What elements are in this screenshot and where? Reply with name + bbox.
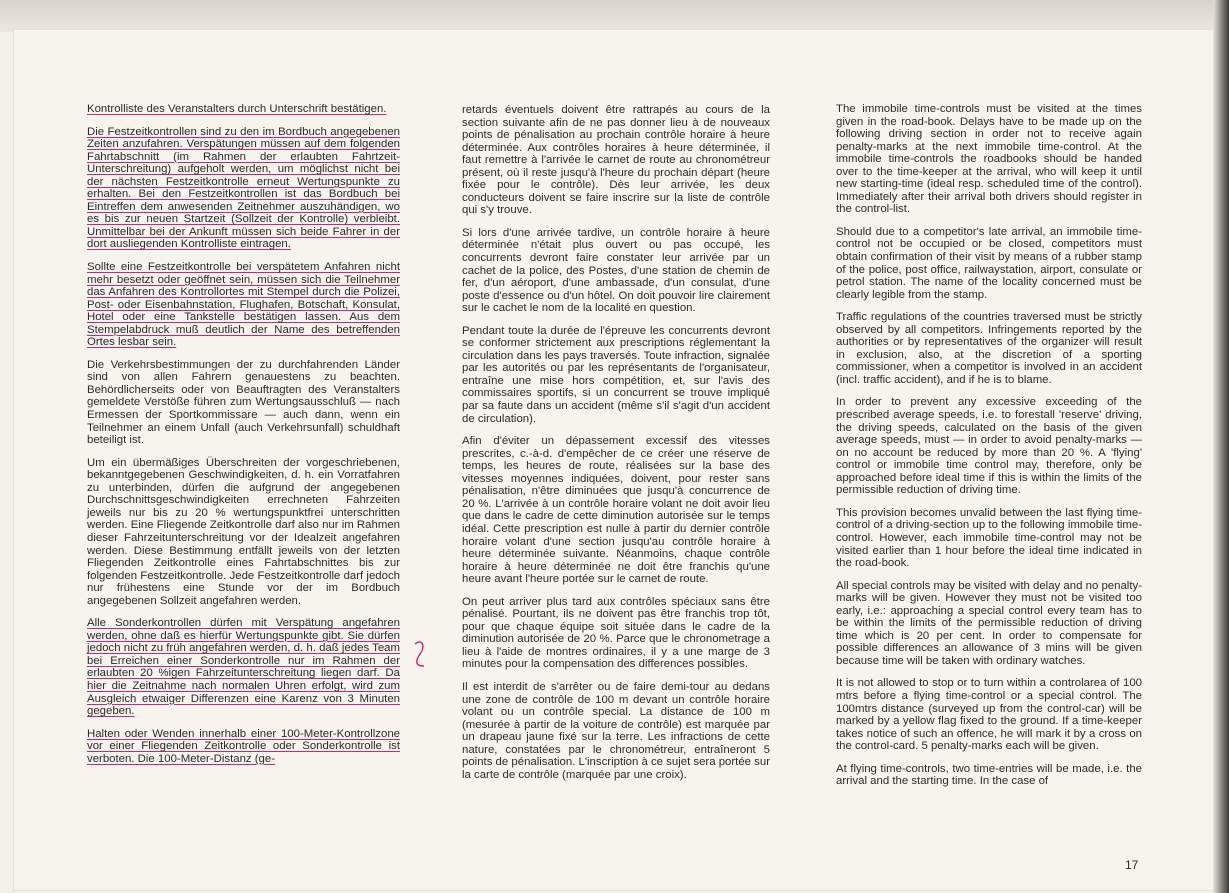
french-paragraph-4: Afin d'éviter un dépassement excessif des vitesses prescrites, c.-à-d. d'empêcher de ce créer une réserve de temps, les heures de route, réalisées sur la base des vitesses moyennes indiquées, doivent, pour rester sans pénalisation, n'être diminuées que jusqu'à concurrence de 20 %. L'arrivée à un contrôle horaire volant ne doit avoir lieu que dans le cadre de cette diminution autorisée sur le temps idéal. Cette prescription est nulle à partir du dernier contrôle horaire volant d'une section jusqu'au contrôle horaire à heure déterminée suivante. Néanmoins, chaque contrôle horaire à heure déterminée ne doit être franchis qu'une heure avant l'heure portée sur le carnet de route. <box>462 435 770 586</box>
german-column <box>87 103 400 775</box>
handwritten-margin-mark <box>410 636 430 676</box>
page-top-shadow <box>0 0 1229 32</box>
french-paragraph-2: Si lors d'une arrivée tardive, un contrôle horaire à heure déterminée n'était plus ouvert ou pas occupé, les concurrents devront faire constater leur arrivée par un cachet de la police, des Postes, d'une station de chemin de fer, d'un aéroport, d'une ambassade, d'un consulat, d'une poste d'essence ou d'un hôtel. On doit pouvoir lire clairement sur le cachet le nom de la localité en question. <box>462 226 770 315</box>
german-paragraph-5: Um ein übermäßiges Überschreiten der vorgeschriebenen, bekanntgegebenen Geschwindigkeiten, d. h. ein Vorratfahren zu unterbinden, dürfen die aufgrund der angegebenen Durchschnittsgeschwindigkeiten errechneten Fahrzeiten jeweils nur bis zu 20 % wertungspunktfrei unterschritten werden. Eine Fliegende Zeitkontrolle darf also nur im Rahmen dieser Fahrzeitunterschreitung vor der Idealzeit angefahren werden. Diese Bestimmung entfällt jeweils von der letzten Fliegenden Zeitkontrolle eines Fahrtabschnittes bis zur folgenden Festzeitkontrolle. Jede Festzeitkontrolle darf jedoch nur frühestens eine Stunde vor der im Bordbuch angegebenen Sollzeit angefahren werden. <box>87 456 400 607</box>
french-paragraph-6: Il est interdit de s'arrêter ou de faire demi-tour au dedans une zone de contrôle de 100 m devant un contrôle horaire volant ou un contrôle special. La distance de 100 m (mesurée à partir de la voiture de contrôle) est marquée par un drapeau jaune fixé sur la terre. Les infractions de cette nature, constatées par le chronométreur, entraîneront 5 points de pénalisation. L'inscription à ce sujet sera portée sur la carte de contrôle (marquée par une croix). <box>462 680 771 781</box>
english-column <box>836 103 1142 798</box>
french-column <box>462 104 770 791</box>
english-paragraph-2: Should due to a competitor's late arrival, an immobile time-control not be occupied or be closed, competitors must obtain confirmation of their visit by means of a rubber stamp of the police, post office, railwaystation, airport, consulate or petrol station. The name of the locality concerned must be clearly legible from the stamp. <box>836 225 1142 301</box>
german-paragraph-4: Die Verkehrsbestimmungen der zu durchfahrenden Länder sind von allen Fahrern genauestens zu beachten. Behördlicherseits oder von Beauftragten des Veranstalters gemeldete Verstöße führen zum Wertungsausschluß — nach Ermessen der Sportkommissare — auch dann, wenn ein Teilnehmer an einem Unfall (auch Verkehrsunfall) schuldhaft beteiligt ist. <box>87 358 400 447</box>
french-paragraph-5: On peut arriver plus tard aux contrôles spéciaux sans être pénalisé. Pourtant, ils ne doivent pas être franchis trop tôt, pour que chaque équipe soit située dans le cadre de la diminution autorisée de 20 %. Parce que le chronometrage a lieu à l'aide de montres ordinaires, il y a une marge de 3 minutes pour la compensation des differences possibles. <box>462 595 770 671</box>
german-paragraph-6: Alle Sonderkontrollen dürfen mit Verspätung angefahren werden, ohne daß es hierfür Wertungspunkte gibt. Sie dürfen jedoch nicht zu früh angefahren werden, d. h. daß jedes Team bei Erreichen einer Sonderkontrolle nur im Rahmen der erlaubten 20 %igen Fahrzeitunterschreitung liegen darf. Da hier die Zeitnahme nach normalen Uhren erfolgt, wird zum Ausgleich etwaiger Differenzen eine Karenz von 3 Minuten gegeben. <box>87 617 400 718</box>
french-paragraph-1: retards éventuels doivent être rattrapés au cours de la section suivante afin de ne pas donner lieu à de nouveaux points de pénalisation au prochain contrôle horaire à heure déterminée. Aux contrôles horaires à heure déterminée, il faut remettre à l'arrivée le carnet de route au chronométreur présent, où il reste jusqu'à l'heure du prochain départ (heure fixée pour le contrôle). Dès leur arrivée, les deux conducteurs doivent se faire inscrire sur la liste de contrôle qui s'y trouve. <box>462 104 770 217</box>
english-paragraph-5: This provision becomes unvalid between the last flying time-control of a driving-section up to the following immobile time-control. However, each immobile time-control may not be visited earlier than 1 hour before the ideal time indicated in the road-book. <box>836 506 1142 570</box>
french-paragraph-3: Pendant toute la durée de l'épreuve les concurrents devront se conformer strictement aux prescriptions réglementant la circulation dans les pays traversés. Toute infraction, signalée par les autorités ou par les représentants de l'organisateur, entraîne une mise hors compétition, et, sur l'avis des commissaires sportifs, si un concurrent se trouve impliqué par sa faute dans un accident (même s'il s'agit d'un accident de circulation). <box>462 324 770 425</box>
english-paragraph-4: In order to prevent any excessive exceeding of the prescribed average speeds, i.e. to forestall 'reserve' driving, the driving speeds, calculated on the basis of the given average speeds, must — in order to avoid penalty-marks — on no account be reduced by more than 20 %. A 'flying' control or immobile time control may, therefore, only be approached before ideal time if this is within the limits of the permissible reduction of driving time. <box>836 396 1142 497</box>
page-number: 17 <box>1125 858 1139 872</box>
page-edge-shadow <box>1213 0 1229 893</box>
english-paragraph-6: All special controls may be visited with delay and no penalty-marks will be given. However they must not be visited too early, i.e.: approaching a special control every team has to be within the limits of the permissible reduction of driving time which is 20 per cent. In order to compensate for possible differences an allowance of 3 mins will be given because time will be taken with ordinary watches. <box>836 579 1142 667</box>
german-paragraph-3: Sollte eine Festzeitkontrolle bei verspätetem Anfahren nicht mehr besetzt oder geöffnet sein, müssen sich die Teilnehmer das Anfahren des Kontrollortes mit Stempel durch die Polizei, Post- oder Eisenbahnstation, Flughafen, Botschaft, Konsulat, Hotel oder eine Tankstelle bestätigen lassen. Aus dem Stempelabdruck muß deutlich der Name des betreffenden Ortes lesbar sein. <box>87 261 400 349</box>
english-paragraph-8: At flying time-controls, two time-entries will be made, i.e. the arrival and the starting time. In the case of <box>836 762 1142 788</box>
english-paragraph-3: Traffic regulations of the countries traversed must be strictly observed by all competitors. Infringements reported by the authorities or by representatives of the organizer will result in exclusion, also, at the discretion of a sporting commissioner, when a competitor is involved in an accident (incl. traffic accident), and if he is to blame. <box>836 311 1142 386</box>
german-paragraph-7: Halten oder Wenden innerhalb einer 100-Meter-Kontrollzone vor einer Fliegenden Zeitkontrolle oder Sonderkontrolle ist verboten. Die 100-Meter-Distanz (ge- <box>87 727 400 765</box>
english-paragraph-1: The immobile time-controls must be visited at the times given in the road-book. Delays have to be made up on the following driving section in order not to receive again penalty-marks at the next immobile time-control. At the immobile time-controls the roadbooks should be handed over to the time-keeper at the arrival, who will keep it until new starting-time (ideal resp. scheduled time of the control). Immediately after their arrival both drivers should register in the control-list. <box>836 103 1142 216</box>
german-paragraph-2: Die Festzeitkontrollen sind zu den im Bordbuch angegebenen Zeiten anzufahren. Verspätungen müssen auf dem folgenden Fahrtabschnitt (im Rahmen der erlaubten Fahrtzeit-Unterschreitung) aufgeholt werden, um möglichst nicht bei der nächsten Festzeitkontrolle erneut Wertungspunkte zu erhalten. Bei den Festzeitkontrollen ist das Bordbuch bei Eintreffen dem anwesenden Zeitnehmer auszuhändigen, wo es bis zur neuen Startzeit (Sollzeit der Kontrolle) verbleibt. Unmittelbar bei der Ankunft müssen sich beide Fahrer in der dort ausliegenden Kontrolliste eintragen. <box>87 125 400 251</box>
german-paragraph-1: Kontrolliste des Veranstalters durch Unterschrift bestätigen. <box>87 103 387 115</box>
english-paragraph-7: It is not allowed to stop or to turn within a controlarea of 100 mtrs before a flying time-control or a special control. The 100mtrs distance (surveyed up from the control-car) will be marked by a yellow flag fixed to the ground. If a time-keeper takes notice of such an offence, he will mark it by a cross on the control-card. 5 penalty-marks each will be given. <box>836 677 1142 753</box>
